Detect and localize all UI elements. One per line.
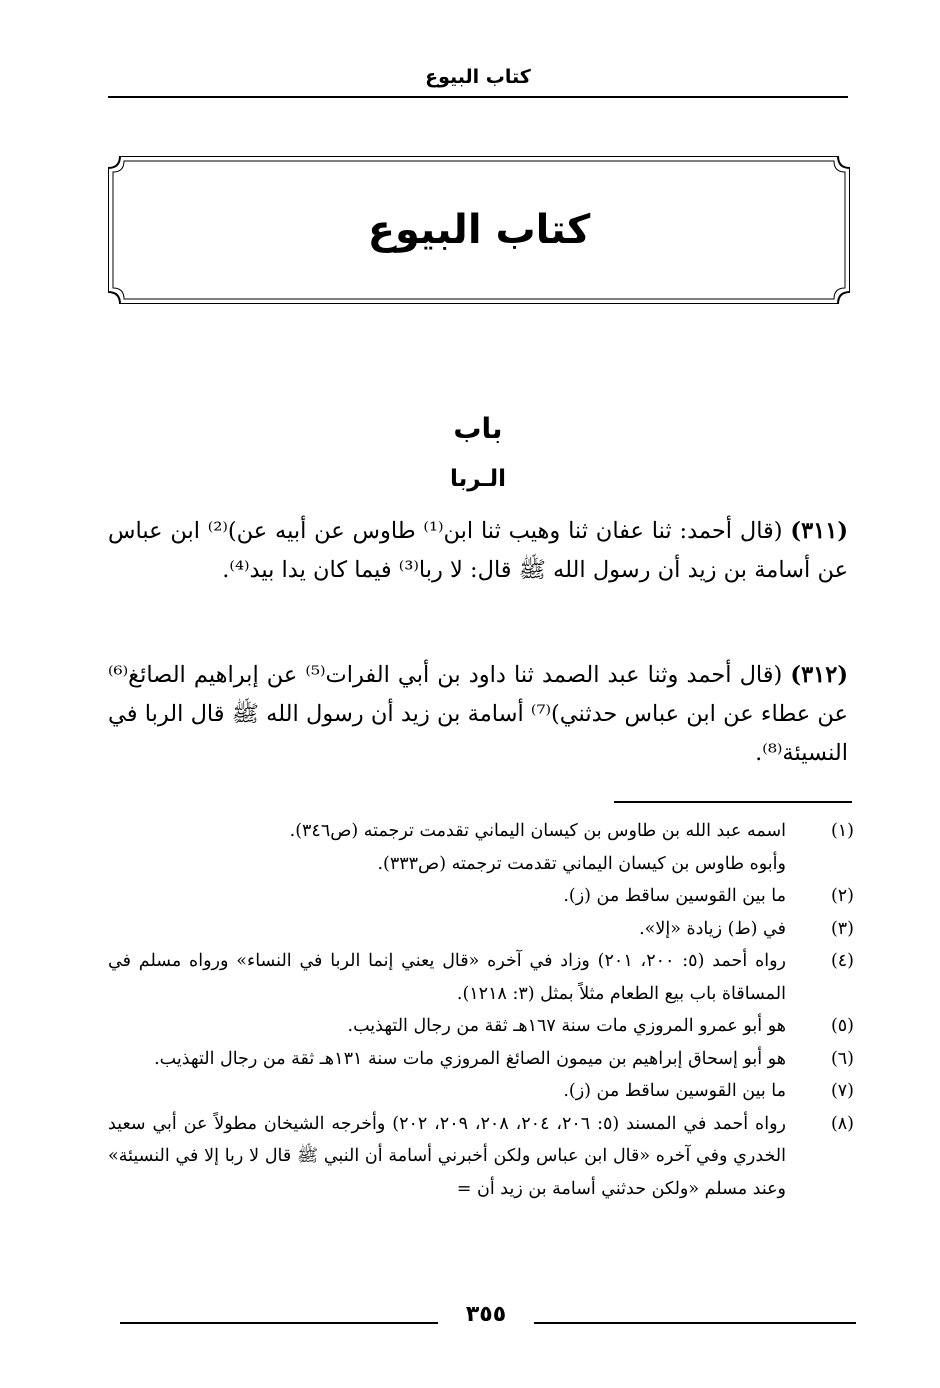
hadith-number: (٣١١) [790,518,848,544]
chapter-title: الـربا [450,466,506,492]
footnote-text: اسمه عبد الله بن طاوس بن كيسان اليماني تقدمت ترجمته (ص٣٤٦). [289,821,786,841]
footnote-5 [108,1010,854,1043]
page-footer [108,1302,856,1338]
footnote-number: (٥) [830,1016,854,1036]
footnote-text: هو أبو عمرو المروزي مات سنة ١٦٧هـ ثقة من رجال التهذيب. [347,1016,786,1036]
footnote-separator [614,801,852,803]
footnote-number: (٢) [830,886,854,906]
hadith-312 [108,656,848,773]
footer-rule-right [534,1322,856,1324]
title-frame [108,156,850,304]
footer-rule-left [120,1322,438,1324]
footnote-6 [108,1043,854,1076]
hadith-text: (قال أحمد وثنا عبد الصمد ثنا داود بن أبي الفرات⁽⁵⁾ عن إبراهيم الصائغ⁽⁶⁾ عن عطاء عن ابن عباس حدثني)⁽⁷⁾ أسامة بن زيد أن رسول الله ﷺ قال الربا في النسيئة⁽⁸⁾. [108,662,848,766]
footnote-number: (٣) [830,918,854,939]
footnote-text: هو أبو إسحاق إبراهيم بن ميمون الصائغ المروزي مات سنة ١٣١هـ ثقة من رجال التهذيب. [154,1048,786,1069]
footnote-number: (٤) [830,951,854,971]
footnote-number: (٧) [830,1081,854,1101]
footnote-text: رواه أحمد (٥: ٢٠٠، ٢٠١) وزاد في آخره «قال يعني إنما الربا في النساء» ورواه مسلم في المساقاة باب بيع الطعام مثلاً بمثل (٣: ١٢١٨). [108,951,786,1004]
footnote-text: ما بين القوسين ساقط من (ز). [563,1081,786,1101]
footnote-number: (٨) [830,1113,854,1134]
footnote-number: (١) [830,821,854,841]
footnote-8 [108,1108,854,1206]
footnote-7 [108,1075,854,1108]
footnote-text: وأبوه طاوس بن كيسان اليماني تقدمت ترجمته (ص٣٣٣). [377,853,786,874]
header-rule [108,96,848,98]
footnote-text: في (ط) زيادة «إلا». [639,918,786,939]
footnote-1 [108,815,854,880]
page-number: ٣٥٥ [465,1302,507,1327]
footnote-4 [108,945,854,1010]
footnote-3 [108,913,854,946]
hadith-number: (٣١٢) [790,662,848,688]
footnote-text: ما بين القوسين ساقط من (ز). [563,886,786,906]
hadith-311 [108,512,848,590]
footnote-number: (٦) [830,1048,854,1069]
hadith-text: (قال أحمد: ثنا عفان ثنا وهيب ثنا ابن⁽¹⁾ طاوس عن أبيه عن)⁽²⁾ ابن عباس عن أسامة بن زيد أن رسول الله ﷺ قال: لا ربا⁽³⁾ فيما كان يدا بيد⁽⁴⁾. [108,518,848,583]
running-head: كتاب البيوع [425,66,531,88]
chapter-label: باب [453,412,503,445]
footnote-text: رواه أحمد في المسند (٥: ٢٠٦، ٢٠٤، ٢٠٨، ٢٠٩، ٢٠٢) وأخرجه الشيخان مطولاً عن أبي سعيد الخدري وفي آخره «قال ابن عباس ولكن أخبرني أسامة أن النبي ﷺ قال لا ربا إلا في النسيئة» وعند مسلم «ولكن حدثني أسامة بن زيد أن = [108,1113,786,1199]
footnote-2 [108,880,854,913]
footnotes [108,815,854,1205]
book-title: كتاب البيوع [367,207,591,253]
